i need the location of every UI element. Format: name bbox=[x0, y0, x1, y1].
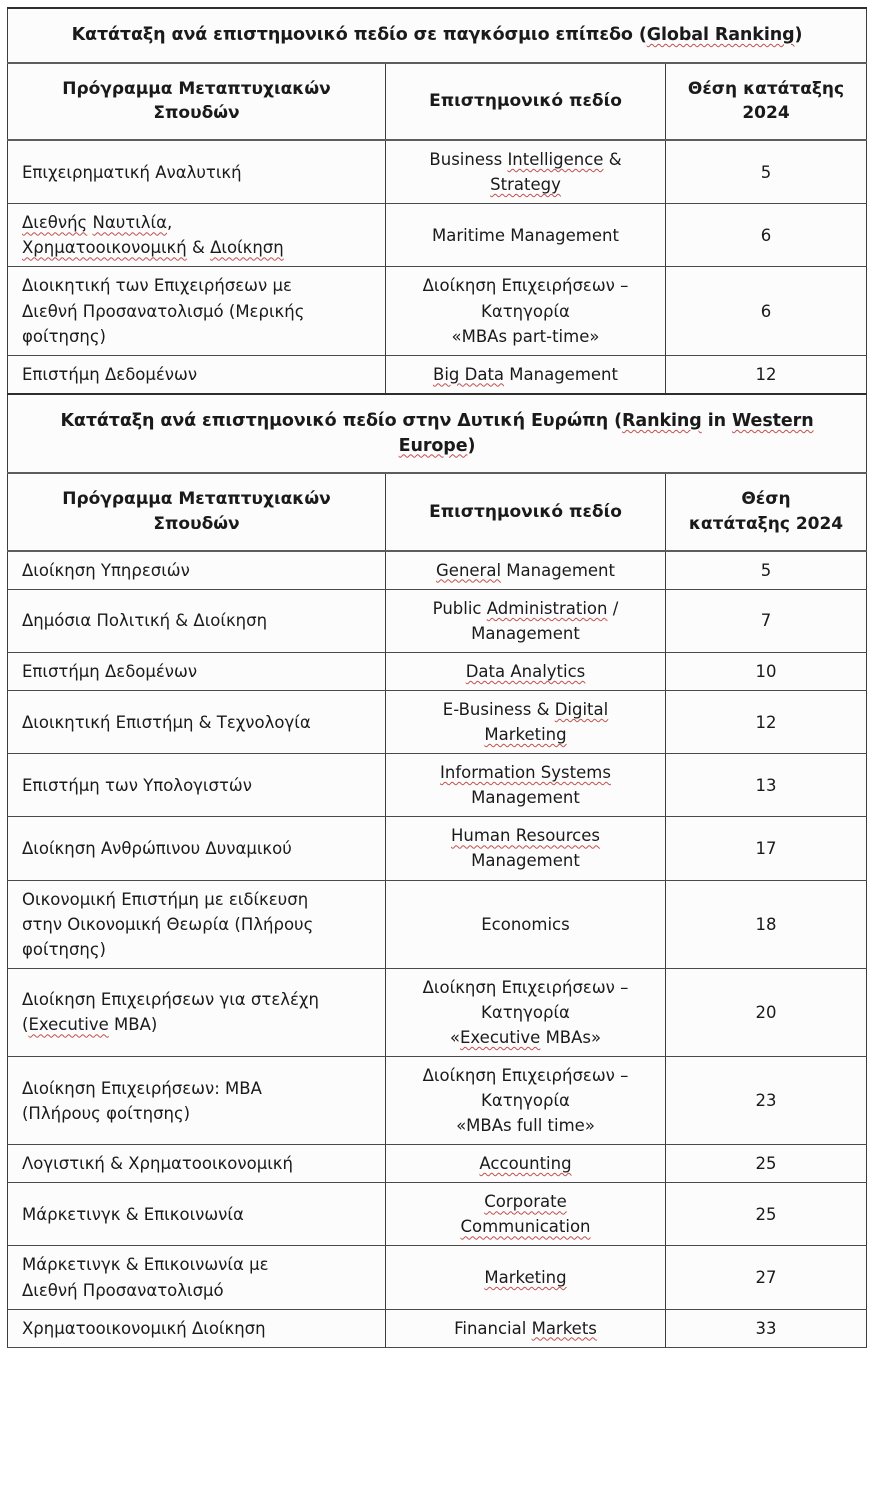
field-flagged-2: Marketing bbox=[484, 725, 567, 745]
cell-program bbox=[8, 1056, 386, 1144]
cell-field bbox=[386, 1183, 666, 1246]
column-header-rank-line2: 2024 bbox=[742, 103, 790, 124]
column-header-rank-line1: Θέση bbox=[741, 489, 791, 510]
column-header-program-line1: Πρόγραμμα Μεταπτυχιακών bbox=[62, 78, 331, 99]
program-plain: & bbox=[186, 238, 211, 258]
cell-rank: 27 bbox=[666, 1246, 867, 1309]
cell-field bbox=[386, 817, 666, 880]
section-banner-text-global bbox=[8, 8, 867, 63]
field-tail: & bbox=[603, 150, 622, 170]
table-row bbox=[8, 1246, 867, 1309]
banner-tail: ) bbox=[467, 435, 476, 456]
cell-field bbox=[386, 551, 666, 590]
cell-field bbox=[386, 1246, 666, 1309]
table-row bbox=[8, 652, 867, 690]
table-row bbox=[8, 880, 867, 968]
cell-program: Επιστήμη Δεδομένων bbox=[8, 355, 386, 394]
field-tail: MBAs» bbox=[540, 1027, 602, 1047]
cell-field: Maritime Management bbox=[386, 204, 666, 267]
program-line1: Μάρκετινγκ & Επικοινωνία με bbox=[22, 1255, 269, 1275]
column-header-program bbox=[8, 473, 386, 550]
field-flagged: Corporate bbox=[484, 1192, 567, 1212]
table-row bbox=[8, 817, 867, 880]
field-flagged: Data Analytics bbox=[465, 661, 586, 681]
program-plain: ( bbox=[22, 1015, 29, 1035]
cell-program: Επιχειρηματική Αναλυτική bbox=[8, 140, 386, 204]
banner-tail: ) bbox=[794, 25, 803, 45]
cell-field bbox=[386, 589, 666, 652]
field-line2: Management bbox=[471, 788, 580, 808]
field-line1: Διοίκηση Επιχειρήσεων – bbox=[422, 276, 629, 296]
program-line2: Διεθνή Προσανατολισμό (Μερικής bbox=[22, 301, 305, 321]
field-flagged: Executive bbox=[459, 1027, 541, 1047]
cell-rank: 7 bbox=[666, 589, 867, 652]
field-line3: «MBAs full time» bbox=[456, 1116, 595, 1136]
cell-rank: 6 bbox=[666, 204, 867, 267]
field-line3: «MBAs part-time» bbox=[451, 326, 600, 346]
cell-program bbox=[8, 204, 386, 267]
cell-field bbox=[386, 968, 666, 1056]
field-plain: « bbox=[449, 1027, 460, 1047]
banner-flagged: Global Ranking bbox=[646, 25, 795, 45]
cell-rank: 20 bbox=[666, 968, 867, 1056]
table-row bbox=[8, 968, 867, 1056]
cell-program: Μάρκετινγκ & Επικοινωνία bbox=[8, 1183, 386, 1246]
field-flagged-2: Communication bbox=[460, 1217, 591, 1237]
field-flagged-2: Strategy bbox=[490, 175, 561, 195]
program-line3: φοίτησης) bbox=[22, 939, 106, 959]
field-flagged: Marketing bbox=[484, 1267, 567, 1287]
table-row bbox=[8, 204, 867, 267]
field-flagged: General bbox=[436, 560, 502, 580]
cell-rank: 17 bbox=[666, 817, 867, 880]
cell-program bbox=[8, 968, 386, 1056]
column-header-row-western-europe bbox=[8, 473, 867, 550]
cell-rank: 13 bbox=[666, 754, 867, 817]
field-plain: Financial bbox=[454, 1318, 532, 1338]
field-line2: Κατηγορία bbox=[481, 1002, 570, 1022]
cell-field bbox=[386, 754, 666, 817]
banner-flagged: Ranking bbox=[622, 410, 702, 431]
program-tail: MBA) bbox=[108, 1015, 158, 1035]
field-plain: E-Business & bbox=[442, 700, 555, 720]
program-line1: Διοίκηση Επιχειρήσεων για στελέχη bbox=[22, 990, 319, 1010]
cell-field bbox=[386, 1056, 666, 1144]
banner-plain: Κατάταξη ανά επιστημονικό πεδίο σε παγκόσμιο επίπεδο ( bbox=[71, 25, 647, 45]
cell-rank: 10 bbox=[666, 652, 867, 690]
program-line1: Διοίκηση Επιχειρήσεων: MBA bbox=[22, 1078, 262, 1098]
cell-field bbox=[386, 652, 666, 690]
cell-program: Επιστήμη Δεδομένων bbox=[8, 652, 386, 690]
program-line1: Οικονομική Επιστήμη με ειδίκευση bbox=[22, 889, 309, 909]
section-banner-text-western-europe bbox=[8, 394, 867, 474]
program-line2: (Πλήρους φοίτησης) bbox=[22, 1103, 191, 1123]
field-line1: Διοίκηση Επιχειρήσεων – bbox=[422, 1065, 629, 1085]
cell-rank: 23 bbox=[666, 1056, 867, 1144]
column-header-program-line2: Σπουδών bbox=[153, 103, 240, 124]
cell-field bbox=[386, 267, 666, 355]
table-row bbox=[8, 589, 867, 652]
program-flagged: Executive bbox=[28, 1015, 109, 1035]
column-header-rank-line1: Θέση κατάταξης bbox=[687, 78, 845, 99]
field-flagged: Big Data bbox=[433, 364, 505, 384]
cell-program: Διοίκηση Ανθρώπινου Δυναμικού bbox=[8, 817, 386, 880]
cell-rank: 25 bbox=[666, 1183, 867, 1246]
column-header-rank bbox=[666, 63, 867, 140]
column-header-program-line1: Πρόγραμμα Μεταπτυχιακών bbox=[62, 489, 331, 510]
field-line2: Κατηγορία bbox=[481, 1091, 570, 1111]
program-tail: , bbox=[167, 213, 173, 233]
field-flagged: Information Systems bbox=[440, 763, 611, 783]
column-header-program bbox=[8, 63, 386, 140]
table-row bbox=[8, 1183, 867, 1246]
column-header-program-line2: Σπουδών bbox=[153, 514, 240, 535]
cell-rank: 25 bbox=[666, 1145, 867, 1183]
cell-program: Διοικητική Επιστήμη & Τεχνολογία bbox=[8, 691, 386, 754]
table-row bbox=[8, 267, 867, 355]
cell-rank: 18 bbox=[666, 880, 867, 968]
cell-field bbox=[386, 1145, 666, 1183]
cell-program: Λογιστική & Χρηματοοικονομική bbox=[8, 1145, 386, 1183]
program-line1: Διοικητική των Επιχειρήσεων με bbox=[22, 276, 292, 296]
program-flagged-3: Χρηματοοικονομική bbox=[22, 238, 187, 258]
cell-program: Επιστήμη των Υπολογιστών bbox=[8, 754, 386, 817]
table-row bbox=[8, 1056, 867, 1144]
banner-mid: in bbox=[701, 410, 732, 431]
table-row bbox=[8, 551, 867, 590]
cell-field bbox=[386, 691, 666, 754]
field-line2: Management bbox=[471, 851, 580, 871]
program-flagged-2: Ναυτιλία bbox=[92, 213, 168, 233]
program-line2: στην Οικονομική Θεωρία (Πλήρους bbox=[22, 914, 314, 934]
cell-rank: 12 bbox=[666, 691, 867, 754]
cell-program bbox=[8, 880, 386, 968]
field-line1: Διοίκηση Επιχειρήσεων – bbox=[422, 977, 629, 997]
column-header-rank-line2: κατάταξης 2024 bbox=[688, 514, 844, 535]
program-flagged-4: Διοίκηση bbox=[210, 238, 284, 258]
field-plain: Business bbox=[429, 150, 508, 170]
field-flagged: Markets bbox=[531, 1318, 597, 1338]
field-line2: Management bbox=[471, 623, 580, 643]
table-row bbox=[8, 754, 867, 817]
field-tail: Management bbox=[501, 560, 615, 580]
cell-field: Economics bbox=[386, 880, 666, 968]
table-row bbox=[8, 140, 867, 204]
cell-field bbox=[386, 1309, 666, 1347]
cell-rank: 12 bbox=[666, 355, 867, 394]
field-flagged: Digital bbox=[554, 700, 609, 720]
field-flagged: Human Resources bbox=[450, 826, 600, 846]
program-line3: φοίτησης) bbox=[22, 326, 106, 346]
cell-rank: 5 bbox=[666, 551, 867, 590]
cell-program: Δημόσια Πολιτική & Διοίκηση bbox=[8, 589, 386, 652]
banner-flagged-2: Western bbox=[731, 410, 814, 431]
cell-program: Διοίκηση Υπηρεσιών bbox=[8, 551, 386, 590]
column-header-field: Επιστημονικό πεδίο bbox=[386, 63, 666, 140]
program-flagged: Διεθνής bbox=[22, 213, 88, 233]
cell-program: Χρηματοοικονομική Διοίκηση bbox=[8, 1309, 386, 1347]
table-row bbox=[8, 1145, 867, 1183]
field-tail: / bbox=[607, 598, 619, 618]
cell-rank: 5 bbox=[666, 140, 867, 204]
column-header-row-global bbox=[8, 63, 867, 140]
cell-field bbox=[386, 355, 666, 394]
cell-rank: 33 bbox=[666, 1309, 867, 1347]
table-row bbox=[8, 691, 867, 754]
cell-field bbox=[386, 140, 666, 204]
rankings-table bbox=[7, 7, 867, 1348]
cell-program bbox=[8, 1246, 386, 1309]
field-flagged: Intelligence bbox=[507, 150, 604, 170]
program-line2: Διεθνή Προσανατολισμό bbox=[22, 1280, 224, 1300]
table-row bbox=[8, 355, 867, 394]
column-header-rank bbox=[666, 473, 867, 550]
table-row bbox=[8, 1309, 867, 1347]
field-flagged: Accounting bbox=[479, 1154, 572, 1174]
banner-plain: Κατάταξη ανά επιστημονικό πεδίο στην Δυτική Ευρώπη ( bbox=[60, 410, 623, 431]
cell-rank: 6 bbox=[666, 267, 867, 355]
field-line2: Κατηγορία bbox=[481, 301, 570, 321]
field-plain: Public bbox=[432, 598, 487, 618]
cell-program bbox=[8, 267, 386, 355]
section-banner-global bbox=[8, 8, 867, 63]
banner-flagged-3: Europe bbox=[398, 435, 468, 456]
field-flagged: Administration bbox=[486, 598, 608, 618]
column-header-field: Επιστημονικό πεδίο bbox=[386, 473, 666, 550]
field-tail: Management bbox=[504, 364, 618, 384]
section-banner-western-europe bbox=[8, 394, 867, 474]
